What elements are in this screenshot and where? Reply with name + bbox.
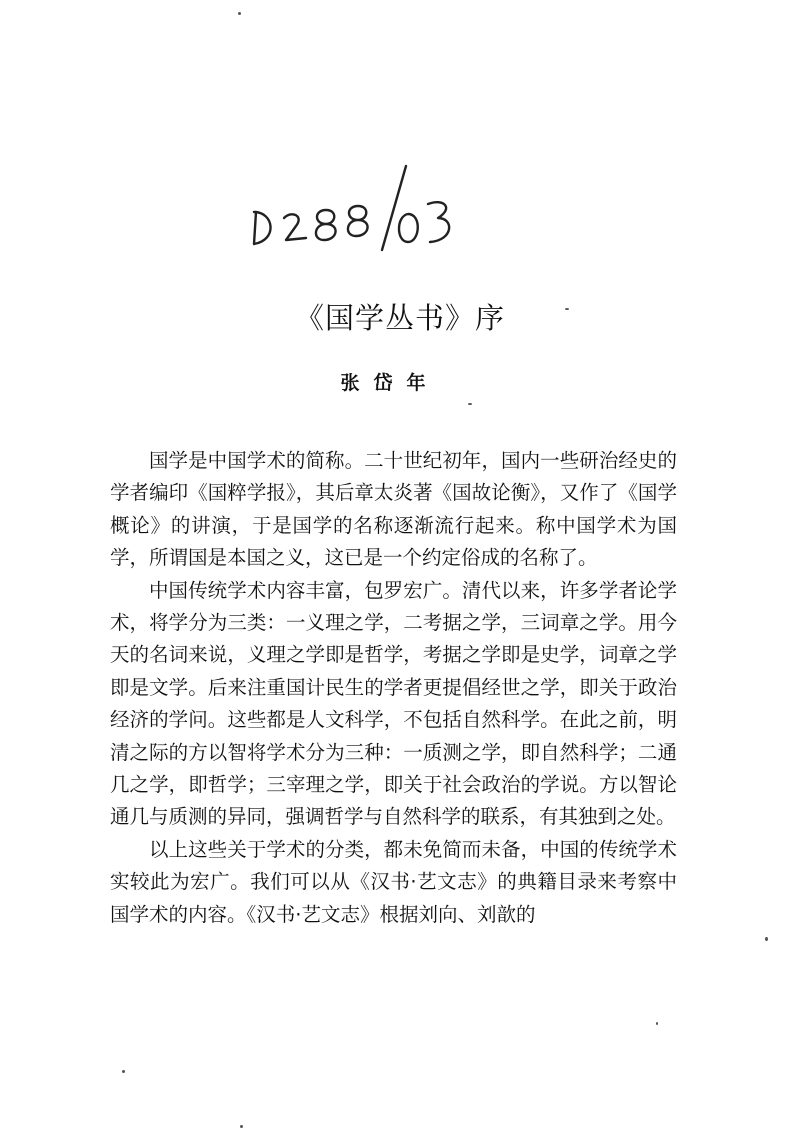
body-text <box>110 445 677 931</box>
handwritten-call-number <box>248 160 463 255</box>
scan-speck <box>238 12 241 15</box>
scan-speck <box>765 937 768 941</box>
scan-speck <box>240 1125 243 1128</box>
paragraph-1: 国学是中国学术的简称。二十世纪初年，国内一些研治经史的学者编印《国粹学报》，其后章太炎著《国故论衡》，又作了《国学概论》的讲演，于是国学的名称逐渐流行起来。称中国学术为国学，所谓国是本国之义，这已是一个约定俗成的名称了。 <box>110 449 677 570</box>
scan-speck <box>656 1022 658 1025</box>
page-title: 《国学丛书》序 <box>294 301 505 335</box>
scan-speck <box>122 1070 125 1073</box>
author-name: 张岱年 <box>340 372 440 394</box>
scan-speck <box>565 308 569 310</box>
scan-speck <box>468 403 472 405</box>
paragraph-3: 以上这些关于学术的分类，都未免简而未备，中国的传统学术实较此为宏广。我们可以从《汉书·艺文志》的典籍目录来考察中国学术的内容。《汉书·艺文志》根据刘向、刘歆的 <box>110 837 677 926</box>
paragraph-2: 中国传统学术内容丰富，包罗宏广。清代以来，许多学者论学术，将学分为三类：一义理之学，二考据之学，三词章之学。用今天的名词来说，义理之学即是哲学，考据之学即是史学，词章之学即是文学。后来注重国计民生的学者更提倡经世之学，即关于政治经济的学问。这些都是人文科学，不包括自然科学。在此之前，明清之际的方以智将学术分为三种：一质测之学，即自然科学；二通几之学，即哲学；三宰理之学，即关于社会政治的学说。方以智论通几与质测的异同，强调哲学与自然科学的联系，有其独到之处。 <box>110 578 677 829</box>
handwriting-drawing <box>248 160 463 255</box>
